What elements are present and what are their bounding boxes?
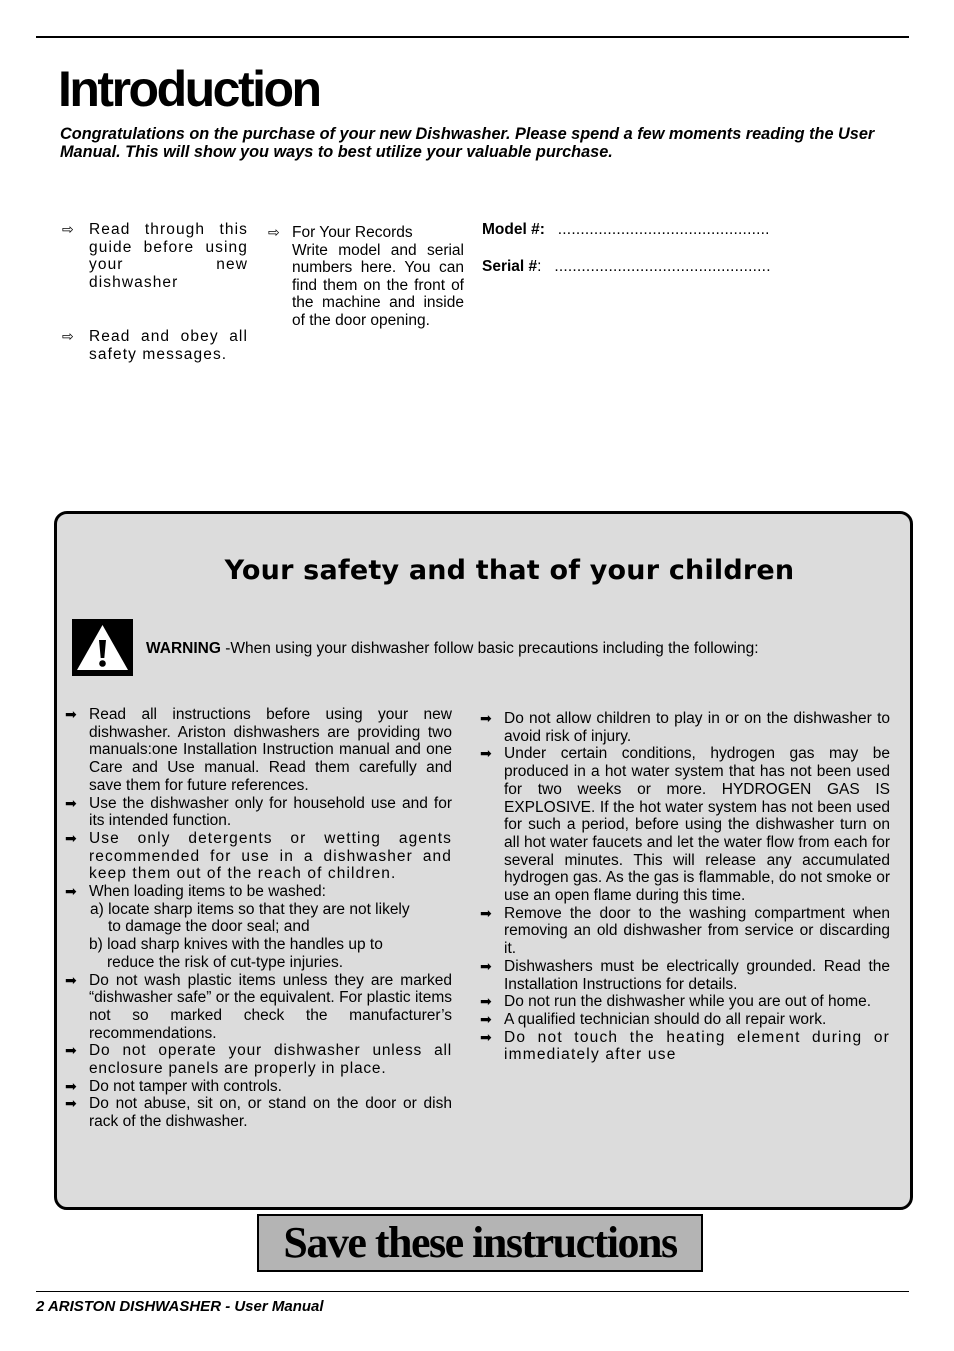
hollow-arrow-icon: ⇨ (62, 221, 75, 237)
safety-list-right (482, 710, 890, 1064)
warning-label: WARNING (146, 640, 221, 657)
arrow-bullet-icon: ➡ (65, 883, 77, 900)
save-instructions-text: Save these instructions (283, 1218, 677, 1267)
records-column (268, 224, 464, 329)
tip-read-guide: ⇨ Read through this guide before using your new dishwasher (62, 221, 248, 291)
records-body: Write model and serial numbers here. You can find them on the front of the machine and inside of the door opening. (292, 241, 464, 329)
arrow-bullet-icon: ➡ (65, 1042, 77, 1059)
arrow-bullet-icon: ➡ (480, 993, 492, 1010)
list-item: ➡ Do not run the dishwasher while you are out of home. (480, 993, 872, 1011)
list-item: ➡ Do not touch the heating element during or immediately after use (480, 1028, 890, 1064)
list-item: ➡ When loading items to be washed: (65, 883, 326, 901)
list-item: ➡ Do not wash plastic items unless they are marked “dishwasher safe” or the equivalent. For plastic items not so marked check the manufacturer’s recommendations. (65, 971, 452, 1042)
list-subitem: b) load sharp knives with the handles up to reduce the risk of cut-type injuries. (89, 936, 383, 971)
list-item: ➡ Remove the door to the washing compartment when removing an old dishwasher from service or discarding it. (480, 904, 890, 958)
records-note (268, 224, 464, 329)
arrow-bullet-icon: ➡ (480, 957, 492, 974)
arrow-bullet-icon: ➡ (480, 745, 492, 762)
top-rule (36, 36, 909, 38)
intro-subtitle: Congratulations on the purchase of your new Dishwasher. Please spend a few moments reading the User Manual. This will show you ways to best utilize your valuable purchase. (60, 125, 875, 161)
arrow-bullet-icon: ➡ (65, 794, 77, 811)
list-item: ➡ Use only detergents or wetting agents recommended for use in a dishwasher and keep them out of the reach of children. (65, 829, 452, 883)
warning-text: WARNING -When using your dishwasher follow basic precautions including the following: (146, 640, 759, 657)
list-item: ➡ Do not abuse, sit on, or stand on the door or dish rack of the dishwasher. (65, 1095, 452, 1131)
safety-box (54, 511, 913, 1210)
page-footer: 2 ARISTON DISHWASHER - User Manual (36, 1298, 324, 1315)
serial-label: Serial # (482, 258, 538, 275)
list-item: ➡ Do not allow children to play in or on the dishwasher to avoid risk of injury. (480, 710, 890, 745)
save-instructions-banner (257, 1214, 703, 1272)
safety-heading: Your safety and that of your children (224, 555, 795, 586)
arrow-bullet-icon: ➡ (480, 1028, 492, 1045)
list-item: ➡ Do not tamper with controls. (65, 1077, 282, 1095)
arrow-bullet-icon: ➡ (65, 1077, 77, 1094)
arrow-bullet-icon: ➡ (480, 710, 492, 726)
serial-colon: : (537, 258, 542, 275)
arrow-bullet-icon: ➡ (65, 829, 77, 846)
arrow-bullet-icon: ➡ (65, 1095, 77, 1112)
arrow-bullet-icon: ➡ (480, 904, 492, 921)
model-label: Model #: (482, 221, 545, 238)
tips-column (62, 221, 248, 363)
bottom-rule (36, 1291, 909, 1292)
tip-obey-safety: ⇨ Read and obey all safety messages. (62, 328, 248, 363)
serial-blank[interactable]: ................................................ (554, 258, 771, 275)
records-heading: For Your Records (292, 224, 413, 241)
arrow-bullet-icon: ➡ (480, 1010, 492, 1027)
hollow-arrow-icon: ⇨ (268, 224, 280, 240)
hollow-arrow-icon: ⇨ (62, 328, 75, 344)
model-number-field[interactable] (482, 221, 770, 239)
list-item: ➡ Read all instructions before using your new dishwasher. Ariston dishwashers are providing two manuals:one Installation Instruction manual and one Care and Use manual. Read them carefully and save them for future references. (65, 706, 452, 794)
list-item: ➡ Dishwashers must be electrically grounded. Read the Installation Instructions for details. (480, 957, 890, 993)
list-item: ➡ Under certain conditions, hydrogen gas may be produced in a hot water system that has not been used for two weeks or more. HYDROGEN GAS IS EXPLOSIVE. If the hot water system has not been used for such a period, before using the dishwasher turn on all hot water faucets and let the water flow from each for several minutes. This will release any accumulated hydrogen gas. As the gas is flammable, do not smoke or use an open flame during this time. (480, 745, 890, 905)
serial-number-field[interactable] (482, 258, 771, 276)
safety-list-left (67, 706, 452, 1131)
list-item: ➡ Do not operate your dishwasher unless all enclosure panels are properly in place. (65, 1042, 452, 1078)
list-item: ➡ Use the dishwasher only for household use and for its intended function. (65, 794, 452, 830)
arrow-bullet-icon: ➡ (65, 706, 77, 722)
list-subitem: a) locate sharp items so that they are not likely to damage the door seal; and (90, 900, 410, 936)
list-item: ➡ A qualified technician should do all repair work. (480, 1010, 827, 1028)
arrow-bullet-icon: ➡ (65, 971, 77, 988)
warning-triangle-icon (72, 619, 133, 676)
model-blank[interactable]: ............................................... (557, 221, 770, 238)
page-title: Introduction (58, 61, 320, 117)
